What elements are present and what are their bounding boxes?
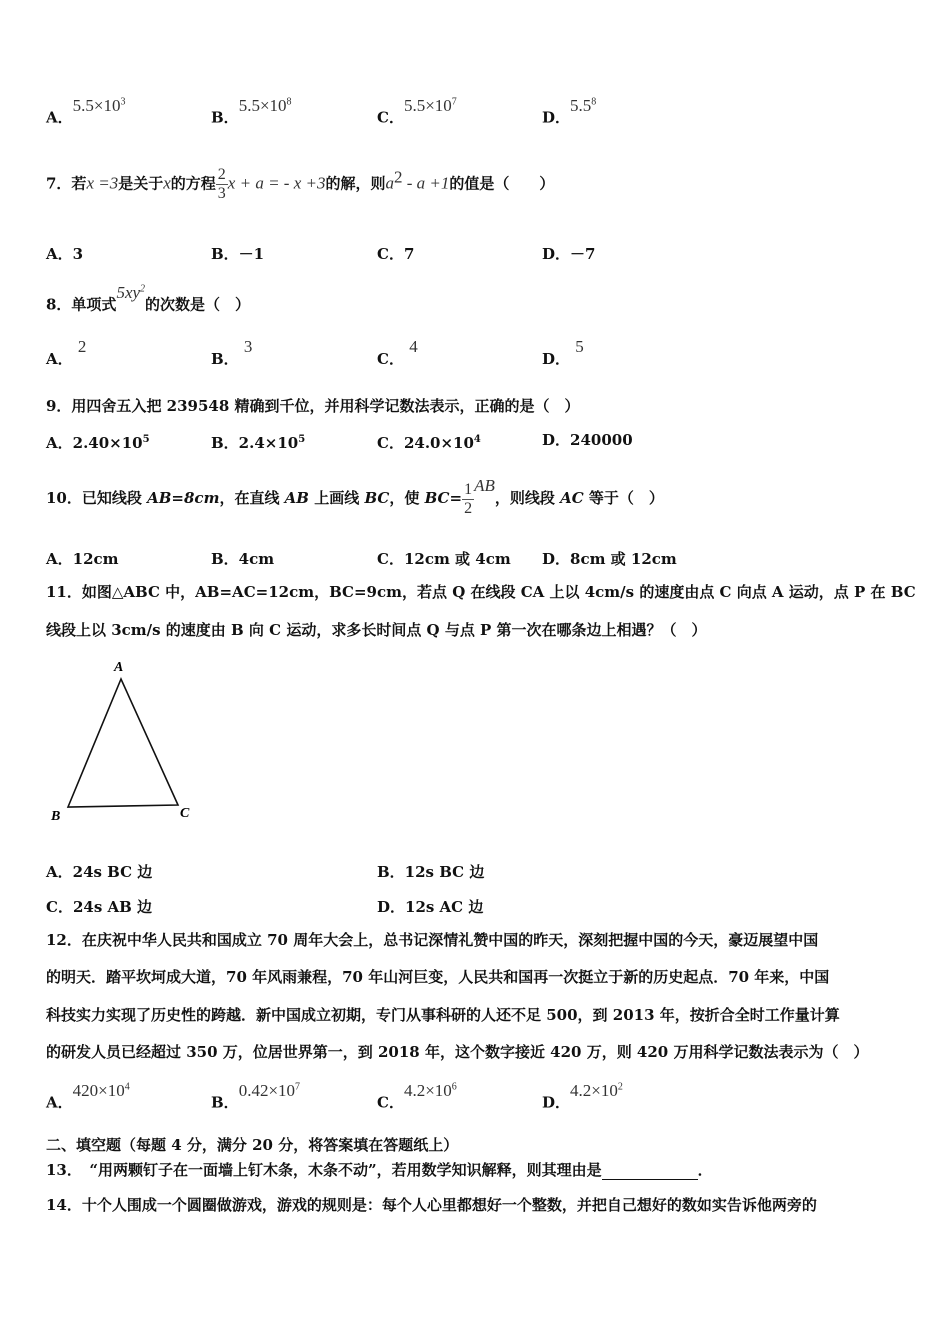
option-label: C． <box>377 1093 404 1112</box>
q9-option-a <box>46 430 150 453</box>
q10-math: BC <box>364 489 390 507</box>
q11-option-a: A．24s BC 边 <box>46 863 153 881</box>
question-11-line-2: 线段上以 3cm/s 的速度由 B 向 C 运动，求多长时间点 Q 与点 P 第一次在哪条边上相遇？（ ） <box>46 621 707 639</box>
q13-end: ． <box>697 1161 713 1179</box>
exponent: 7 <box>451 96 457 107</box>
q7-variable: x <box>163 173 171 193</box>
exponent: 6 <box>451 1081 457 1092</box>
exponent: 4 <box>124 1081 130 1092</box>
q11-option-c: C．24s AB 边 <box>46 898 153 916</box>
option-value: 3 <box>243 337 253 356</box>
q11-option-b: B．12s BC 边 <box>377 863 485 881</box>
q9-option-b <box>211 430 305 453</box>
option-value: 4.2×10 <box>570 1080 618 1100</box>
q12-option-d <box>542 1080 623 1113</box>
q8-monomial <box>116 283 145 302</box>
question-10 <box>46 475 664 521</box>
exponent: 8 <box>286 96 292 107</box>
q12-option-c <box>377 1080 457 1113</box>
q7-expression: - a +1 <box>402 173 450 193</box>
q10-text: ，使 <box>389 489 425 507</box>
triangle-abc <box>68 679 178 807</box>
q10-option-d: D．8cm 或 12cm <box>542 550 677 568</box>
q8-option-b <box>211 337 253 369</box>
fraction-numerator: 2 <box>217 166 226 183</box>
triangle-figure <box>40 650 210 830</box>
q10-text: ，在直线 <box>219 489 285 507</box>
q7-option-a: A．3 <box>46 245 84 263</box>
option-value: 5.5×10 <box>238 95 287 115</box>
q10-text: 等于（ ） <box>583 489 664 507</box>
q7-prefix: 7．若 <box>46 174 87 193</box>
vertex-label-a: A <box>114 660 124 675</box>
q10-math: AB <box>474 476 495 495</box>
exponent: 2 <box>140 283 146 294</box>
q7-option-d: D．－7 <box>542 245 596 263</box>
question-11-line-1: 11．如图△ABC 中，AB=AC=12cm，BC=9cm，若点 Q 在线段 CA 上以 4cm/s 的速度由点 C 向点 A 运动，点 P 在 BC <box>46 583 916 601</box>
section-2-title: 二、填空题（每题 4 分，满分 20 分，将答案填在答题纸上） <box>46 1136 459 1154</box>
q6-option-a <box>46 95 126 128</box>
q10-text: 10．已知线段 <box>46 489 148 507</box>
option-value: 5 <box>575 337 584 356</box>
q9-option-d: D．240000 <box>542 431 633 449</box>
q10-math: AB <box>284 489 309 507</box>
q8-option-c <box>377 337 418 369</box>
fraction-numerator: 1 <box>464 480 473 498</box>
exponent: 3 <box>120 96 126 107</box>
option-label: D． <box>542 350 571 368</box>
question-12-line-4: 的研发人员已经超过 350 万，位居世界第一，到 2018 年，这个数字接近 420 万，则 420 万用科学记数法表示为（ ） <box>46 1043 869 1061</box>
option-value: 420×10 <box>72 1080 125 1100</box>
exponent: 4 <box>473 434 481 445</box>
q6-option-c <box>377 95 457 128</box>
option-label: C． <box>377 350 404 368</box>
q10-fraction <box>462 481 474 518</box>
option-label: C． <box>377 108 404 127</box>
q12-option-a <box>46 1080 130 1113</box>
question-9: 9．用四舍五入把 239548 精确到千位，并用科学记数法表示，正确的是（ ） <box>46 397 580 415</box>
answer-blank[interactable] <box>602 1163 698 1180</box>
fraction-denominator: 3 <box>217 185 226 202</box>
q13-text: 13． “用两颗钉子在一面墙上钉木条，木条不动”，若用数学知识解释，则其理由是 <box>46 1161 602 1179</box>
option-label: B． <box>211 1093 239 1112</box>
option-value: 4.2×10 <box>403 1080 452 1100</box>
option-text: A．2.40×10 <box>46 434 143 452</box>
q7-option-c: C．7 <box>377 245 415 263</box>
q8-prefix: 8．单项式 <box>46 295 117 314</box>
q10-math: BC= <box>424 489 463 507</box>
option-value: 2 <box>77 337 87 356</box>
exponent: 5 <box>298 434 306 445</box>
question-13 <box>46 1160 713 1180</box>
option-value: 4 <box>409 337 418 356</box>
option-label: A． <box>46 108 73 127</box>
exponent: 7 <box>295 1081 301 1092</box>
question-7 <box>46 166 554 203</box>
option-text: C．24.0×10 <box>377 434 474 452</box>
question-12-line-3: 科技实力实现了历史性的跨越．新中国成立初期，专门从事科研的人还不足 500，到 2013 年，按折合全时工作量计算 <box>46 1006 840 1024</box>
q6-option-b <box>211 95 292 128</box>
question-12-line-1: 12．在庆祝中华人民共和国成立 70 周年大会上，总书记深情礼赞中国的昨天，深刻把握中国的今天，豪迈展望中国 <box>46 931 819 949</box>
option-value: 0.42×10 <box>238 1080 296 1100</box>
option-label: B． <box>211 350 239 368</box>
q9-option-c <box>377 430 481 453</box>
q10-text: ，则线段 <box>494 489 561 507</box>
exponent: 2 <box>393 167 403 187</box>
q10-option-b: B．4cm <box>211 550 275 568</box>
q10-math: AB=8cm <box>147 489 220 507</box>
q7-text: 的解，则 <box>325 174 386 193</box>
vertex-label-b: B <box>51 809 61 824</box>
option-label: D． <box>542 108 571 127</box>
q11-option-d: D．12s AC 边 <box>377 898 484 916</box>
q10-option-a: A．12cm <box>46 550 119 568</box>
option-label: B． <box>211 108 239 127</box>
q7-text: 是关于 <box>118 174 164 193</box>
exponent: 5 <box>142 434 150 445</box>
q7-option-b: B．－1 <box>211 245 265 263</box>
q12-option-b <box>211 1080 301 1113</box>
exponent: 2 <box>617 1081 623 1092</box>
q7-condition: x =3 <box>86 173 119 193</box>
option-value: 5.5×10 <box>403 95 452 115</box>
option-label: D． <box>542 1093 571 1112</box>
fraction-denominator: 2 <box>464 499 473 517</box>
option-value: 5.5×10 <box>72 95 121 115</box>
q7-fraction <box>216 166 228 203</box>
q7-equation: x + a = - x +3 <box>227 173 326 193</box>
q7-expression: a <box>385 173 394 193</box>
exponent: 8 <box>591 96 597 107</box>
q8-option-a <box>46 337 87 369</box>
q7-suffix: 的值是（ ） <box>449 174 555 193</box>
q10-math: AC <box>560 489 584 507</box>
question-8 <box>46 282 251 315</box>
monomial: 5xy <box>116 282 141 302</box>
q8-option-d <box>542 337 584 369</box>
q8-suffix: 的次数是（ ） <box>145 295 251 314</box>
question-12-line-2: 的明天．踏平坎坷成大道，70 年风雨兼程，70 年山河巨变，人民共和国再一次挺立于新的历史起点．70 年来，中国 <box>46 968 830 986</box>
q10-text: 上画线 <box>309 489 365 507</box>
option-label: A． <box>46 350 73 368</box>
q6-option-d <box>542 95 597 128</box>
option-value: 5.5 <box>570 95 592 115</box>
question-14: 14．十个人围成一个圆圈做游戏，游戏的规则是：每个人心里都想好一个整数，并把自己想好的数如实告诉他两旁的 <box>46 1196 817 1214</box>
option-text: B．2.4×10 <box>211 434 299 452</box>
q7-text: 的方程 <box>170 174 216 193</box>
q10-option-c: C．12cm 或 4cm <box>377 550 511 568</box>
vertex-label-c: C <box>180 806 190 821</box>
option-label: A． <box>46 1093 73 1112</box>
